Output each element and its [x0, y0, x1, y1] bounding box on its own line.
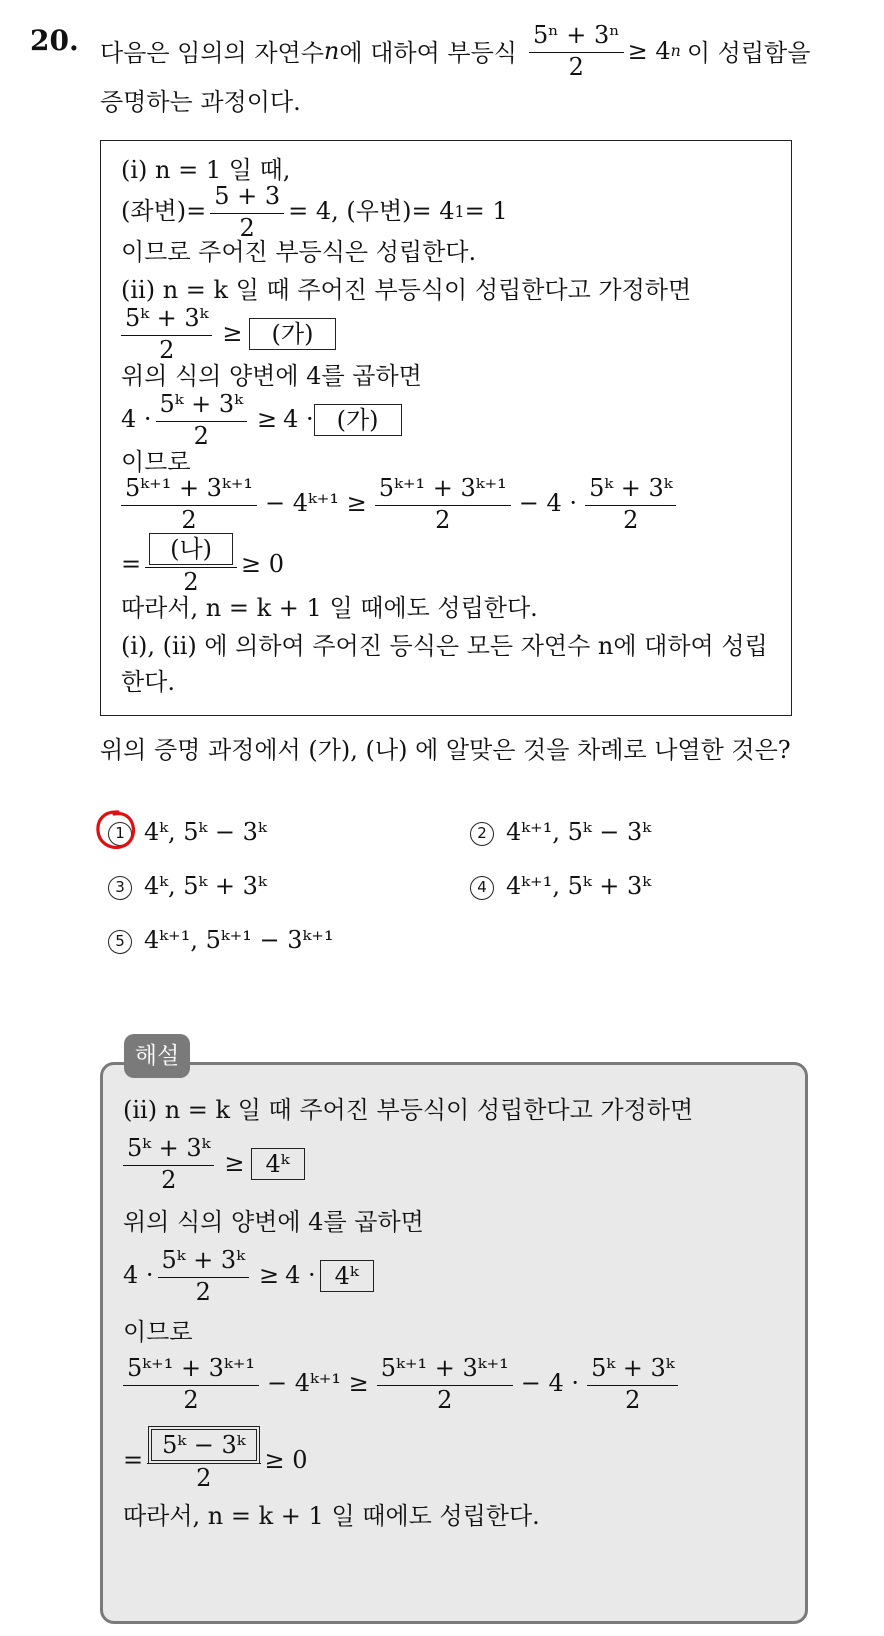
proof-line-5 — [121, 305, 336, 363]
choice-number: 3 — [108, 876, 132, 900]
sol-frac-k1-b — [377, 1355, 513, 1413]
sol-frac-answer — [147, 1429, 260, 1491]
proof-frac-na — [145, 533, 237, 595]
geq-symbol: ≥ — [256, 405, 278, 434]
proof-line-11: 따라서, n = k + 1 일 때에도 성립한다. — [121, 594, 538, 622]
frac-den: 2 — [196, 1464, 212, 1492]
frac-den: 2 — [239, 213, 255, 242]
minus-4dot: − 4 · — [518, 489, 578, 518]
proof-box — [100, 140, 792, 716]
choice-text: 4ᵏ, 5ᵏ − 3ᵏ — [144, 818, 267, 846]
frac-num: 5ᵏ⁺¹ + 3ᵏ⁺¹ — [123, 1355, 259, 1386]
sol-frac-5k-c — [587, 1355, 678, 1413]
frac-den: 2 — [183, 1385, 199, 1414]
question-line-2: 증명하는 과정이다. — [100, 88, 301, 116]
geq-symbol: ≥ — [222, 319, 243, 348]
solution-line-1: (ii) n = k 일 때 주어진 부등식이 성립한다고 가정하면 — [123, 1096, 694, 1124]
frac-num: 5ᵏ + 3ᵏ — [587, 1355, 678, 1386]
frac-num: 5ᵏ + 3ᵏ — [158, 1247, 249, 1278]
question-ineq-right: ≥ 4 — [627, 36, 671, 65]
frac-den: 2 — [435, 505, 451, 534]
choice-text: 4ᵏ⁺¹, 5ᵏ + 3ᵏ — [506, 872, 651, 900]
solution-line-8: 따라서, n = k + 1 일 때에도 성립한다. — [123, 1502, 540, 1530]
var-n: n — [323, 36, 340, 65]
frac-den: 2 — [625, 1385, 641, 1414]
choice-4[interactable] — [470, 872, 651, 900]
question-prompt: 위의 증명 과정에서 (가), (나) 에 알맞은 것을 차례로 나열한 것은? — [100, 736, 791, 764]
choice-5[interactable] — [108, 926, 334, 954]
answer-box-1: 4ᵏ — [251, 1148, 305, 1180]
solution-line-3: 위의 식의 양변에 4를 곱하면 — [123, 1208, 424, 1236]
choice-text: 4ᵏ⁺¹, 5ᵏ⁺¹ − 3ᵏ⁺¹ — [144, 926, 334, 954]
answer-box-3: 5ᵏ − 3ᵏ — [151, 1429, 256, 1461]
sol-frac-5k — [123, 1135, 214, 1193]
frac-num: 5ᵏ + 3ᵏ — [121, 305, 212, 336]
proof-rhs-label: = 4, (우변)= 4 — [288, 197, 455, 226]
sol-frac-k1-a — [123, 1355, 259, 1413]
proof-frac-base — [210, 183, 284, 241]
solution-line-7 — [123, 1429, 308, 1491]
frac-num: 5ᵏ + 3ᵏ — [123, 1135, 214, 1166]
question-frac-den: 2 — [568, 52, 584, 81]
choice-text: 4ᵏ, 5ᵏ + 3ᵏ — [144, 872, 267, 900]
frac-num: 5ᵏ + 3ᵏ — [585, 475, 676, 506]
proof-line-10 — [121, 533, 284, 595]
proof-line-12: (i), (ii) 에 의하여 주어진 등식은 모든 자연수 n에 대하여 성립 — [121, 632, 768, 660]
frac-den: 2 — [623, 505, 639, 534]
proof-line-7 — [121, 391, 402, 449]
proof-frac-k1-a — [121, 475, 257, 533]
proof-line-8: 이므로 — [121, 448, 191, 476]
proof-frac-5k — [121, 305, 212, 363]
solution-box — [100, 1062, 808, 1624]
minus-4k1: − 4ᵏ⁺¹ ≥ — [265, 489, 367, 518]
frac-num: 5ᵏ⁺¹ + 3ᵏ⁺¹ — [375, 475, 511, 506]
blank-ga-1: (가) — [249, 318, 337, 350]
proof-line-3: 이므로 주어진 부등식은 성립한다. — [121, 238, 477, 266]
eq-symbol: = — [123, 1445, 144, 1474]
question-text-c: 이 성립함을 — [686, 39, 811, 68]
frac-den: 2 — [193, 421, 209, 450]
solution-tag: 해설 — [124, 1034, 190, 1078]
blank-ga-2: (가) — [314, 404, 402, 436]
geq-zero: ≥ 0 — [241, 549, 285, 578]
question-frac-num: 5ⁿ + 3ⁿ — [529, 22, 624, 53]
frac-den: 2 — [195, 1277, 211, 1306]
question-line-1: 다음은 임의의 자연수 n 에 대하여 부등식 $\frac{\text{5ⁿ + 3ⁿ}}{2}$ ≥ 4 n 이 성립함을 — [100, 21, 811, 81]
blank-na: (나) — [149, 533, 233, 565]
minus-4k1: − 4ᵏ⁺¹ ≥ — [267, 1369, 369, 1398]
proof-line-6: 위의 식의 양변에 4를 곱하면 — [121, 362, 422, 390]
proof-line-9 — [121, 475, 680, 533]
proof-line-2: (좌변)= $\frac{5 + 3}{2}$ = 4, (우변)= 4 1 = 1 — [121, 182, 508, 242]
choice-number: 2 — [470, 822, 494, 846]
solution-line-2 — [123, 1135, 305, 1193]
frac-den: 2 — [183, 568, 199, 596]
four-dot: 4 · — [285, 1261, 316, 1290]
proof-line-13: 한다. — [121, 668, 175, 696]
proof-frac-5k-b — [156, 391, 247, 449]
choice-number: 5 — [108, 930, 132, 954]
frac-den: 2 — [159, 335, 175, 364]
answer-mark-circle — [94, 808, 138, 852]
proof-lhs-label: (좌변)= — [121, 197, 207, 226]
geq-zero: ≥ 0 — [264, 1445, 308, 1474]
frac-den: 2 — [161, 1165, 177, 1194]
proof-frac-k1-b — [375, 475, 511, 533]
choice-number: 1 — [108, 822, 132, 846]
choice-number: 4 — [470, 876, 494, 900]
proof-rhs-end: = 1 — [464, 197, 508, 226]
question-text-b: 에 대하여 부등식 — [339, 39, 517, 68]
choice-text: 4ᵏ⁺¹, 5ᵏ − 3ᵏ — [506, 818, 651, 846]
question-text-a: 다음은 임의의 자연수 — [100, 39, 324, 68]
minus-4dot: − 4 · — [520, 1369, 580, 1398]
frac-num: 5ᵏ⁺¹ + 3ᵏ⁺¹ — [377, 1355, 513, 1386]
frac-num: 5 + 3 — [210, 183, 284, 214]
proof-frac-5k-c — [585, 475, 676, 533]
sol-frac-5k-b — [158, 1247, 249, 1305]
proof-line-1: (i) n = 1 일 때, — [121, 156, 291, 184]
answer-box-2: 4ᵏ — [320, 1260, 374, 1292]
frac-den: 2 — [181, 505, 197, 534]
frac-num: 5ᵏ⁺¹ + 3ᵏ⁺¹ — [121, 475, 257, 506]
solution-line-6 — [123, 1355, 682, 1413]
four-dot: 4 · — [121, 405, 152, 434]
solution-line-5: 이므로 — [123, 1318, 193, 1346]
solution-line-4 — [123, 1247, 374, 1305]
choice-3[interactable] — [108, 872, 267, 900]
frac-num: 5ᵏ + 3ᵏ — [156, 391, 247, 422]
choice-2[interactable] — [470, 818, 651, 846]
four-dot: 4 · — [123, 1261, 154, 1290]
question-fraction — [529, 22, 624, 80]
geq-symbol: ≥ — [258, 1261, 280, 1290]
frac-den: 2 — [437, 1385, 453, 1414]
proof-line-4: (ii) n = k 일 때 주어진 부등식이 성립한다고 가정하면 — [121, 276, 692, 304]
four-dot: 4 · — [283, 405, 314, 434]
question-number: 20. — [30, 24, 79, 57]
frac-num — [147, 1429, 260, 1464]
geq-symbol: ≥ — [224, 1149, 245, 1178]
frac-num — [145, 533, 237, 568]
eq-symbol: = — [121, 549, 142, 578]
